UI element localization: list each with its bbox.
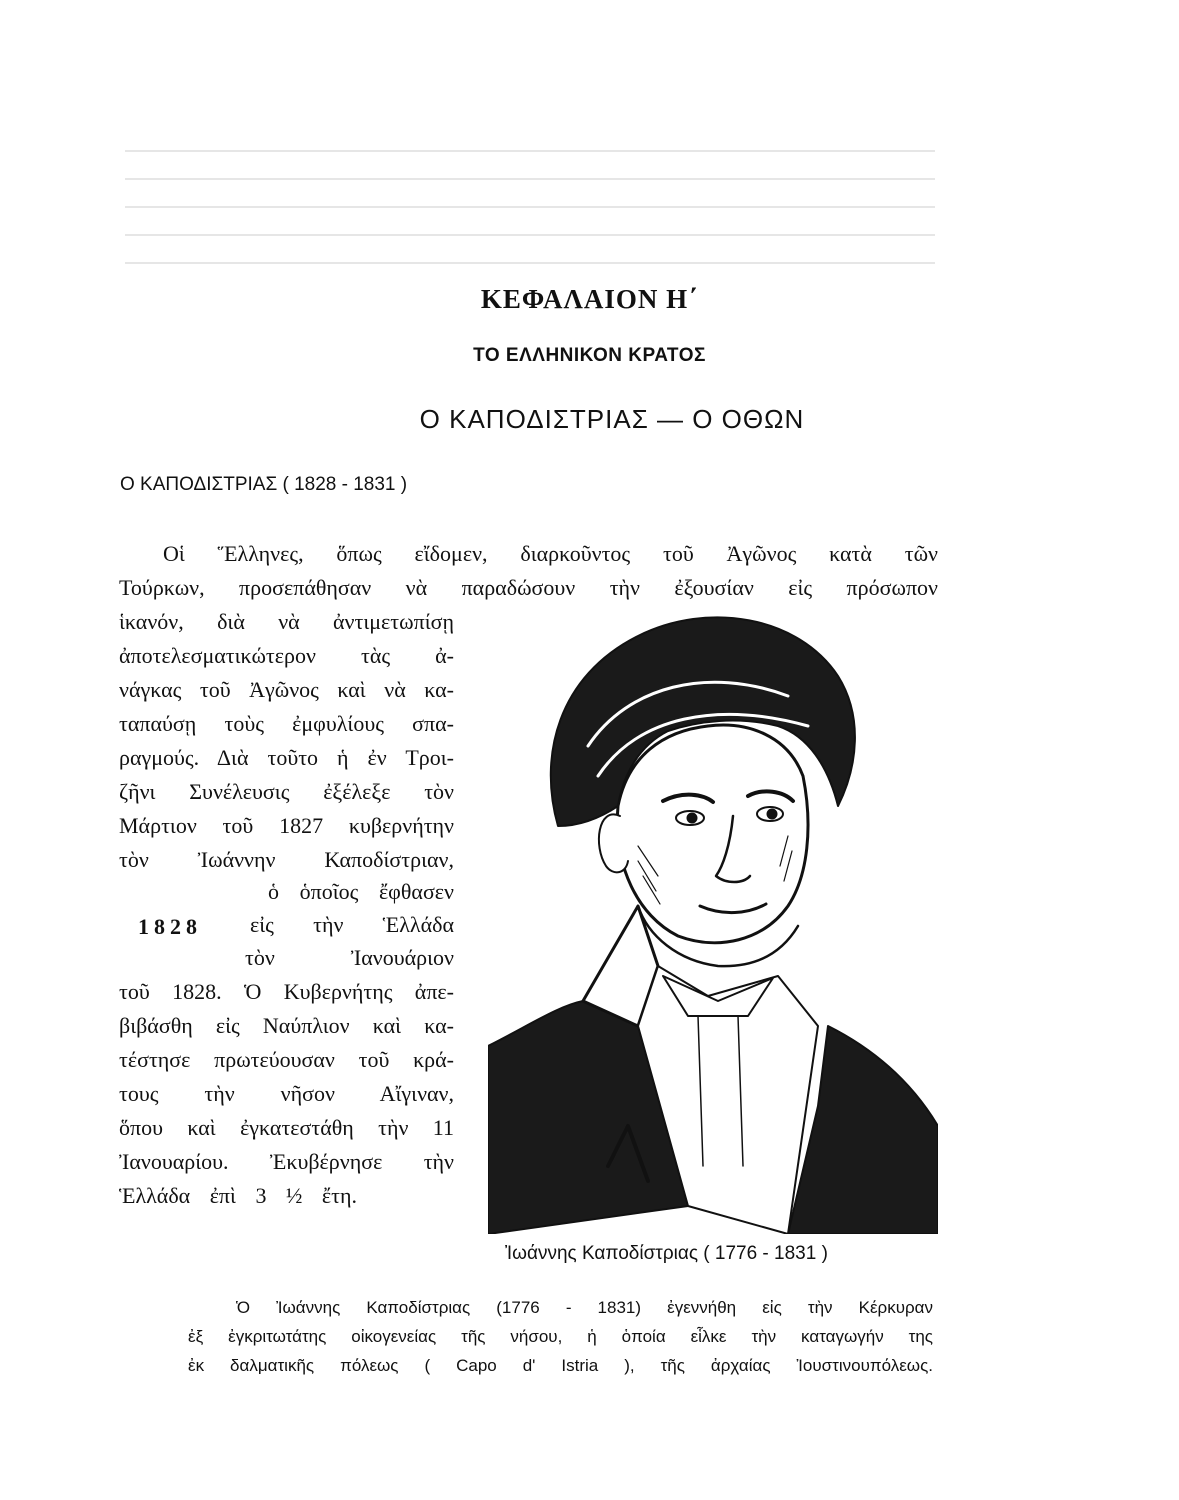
body-line: τέστησε πρωτεύουσαν τοῦ κρά- <box>119 1047 454 1072</box>
chapter-title: ΚΕΦΑΛΑΙΟΝ Η΄ <box>480 284 699 314</box>
body-line: τους τὴν νῆσον Αἴγιναν, <box>119 1081 454 1106</box>
body-line: τὸν Ἰανουάριον <box>245 945 454 970</box>
body-line: ζῆνι Συνέλευσις ἐξέλεξε τὸν <box>119 779 454 804</box>
bleed-through-texture <box>125 150 935 290</box>
body-line: τοῦ 1828. Ὁ Κυβερνήτης ἀπε- <box>119 979 454 1004</box>
body-line: εἰς τὴν Ἑλλάδα <box>250 912 454 937</box>
body-line: ἀποτελεσματικώτερον τὰς ἀ- <box>119 643 454 668</box>
body-line: Μάρτιον τοῦ 1827 κυβερνήτην <box>119 813 454 838</box>
footnote-line: Ὁ Ἰωάννης Καποδίστριας (1776 - 1831) ἐγεννήθη εἰς τὴν Κέρκυραν <box>236 1298 933 1317</box>
body-line: ταπαύσῃ τοὺς ἐμφυλίους σπα- <box>119 711 454 736</box>
portrait-caption: Ἰωάννης Καποδίστριας ( 1776 - 1831 ) <box>505 1243 828 1264</box>
portrait-engraving <box>488 606 938 1234</box>
footnote-line: ἐξ ἐγκριτωτάτης οἰκογενείας τῆς νήσου, ἡ ὁποία εἷλκε τὴν καταγωγήν της <box>188 1327 933 1346</box>
section-title: ΤΟ ΕΛΛΗΝΙΚΟΝ ΚΡΑΤΟΣ <box>473 345 706 366</box>
body-line: βιβάσθη εἰς Ναύπλιον καὶ κα- <box>119 1013 454 1038</box>
body-line: ραγμούς. Διὰ τοῦτο ἡ ἐν Τροι- <box>119 745 454 770</box>
footnote-line: ἐκ δαλματικῆς πόλεως ( Capo d' Istria ), τῆς ἀρχαίας Ἰουστινουπόλεως. <box>188 1356 933 1375</box>
body-line: τὸν Ἰωάννην Καποδίστριαν, <box>119 847 454 872</box>
margin-year: 1828 <box>138 914 202 939</box>
body-line: Ἑλλάδα ἐπὶ 3 ½ ἔτη. <box>119 1183 357 1208</box>
body-line: ὁ ὁποῖος ἔφθασεν <box>268 879 454 904</box>
body-line: Τούρκων, προσεπάθησαν νὰ παραδώσουν τὴν ἐξουσίαν εἰς πρόσωπον <box>119 575 938 600</box>
body-line: Οἱ Ἕλληνες, ὅπως εἴδομεν, διαρκοῦντος τοῦ Ἀγῶνος κατὰ τῶν <box>163 541 938 566</box>
subsection-title: Ο ΚΑΠΟΔΙΣΤΡΙΑΣ — Ο ΟΘΩΝ <box>419 404 805 434</box>
period-heading: Ο ΚΑΠΟΔΙΣΤΡΙΑΣ ( 1828 - 1831 ) <box>120 474 408 495</box>
body-line: Ἰανουαρίου. Ἐκυβέρνησε τὴν <box>119 1149 454 1174</box>
body-line: ὅπου καὶ ἐγκατεστάθη τὴν 11 <box>119 1115 454 1140</box>
body-line: νάγκας τοῦ Ἀγῶνος καὶ νὰ κα- <box>119 677 454 702</box>
body-line: ἱκανόν, διὰ νὰ ἀντιμετωπίσῃ <box>119 609 454 634</box>
